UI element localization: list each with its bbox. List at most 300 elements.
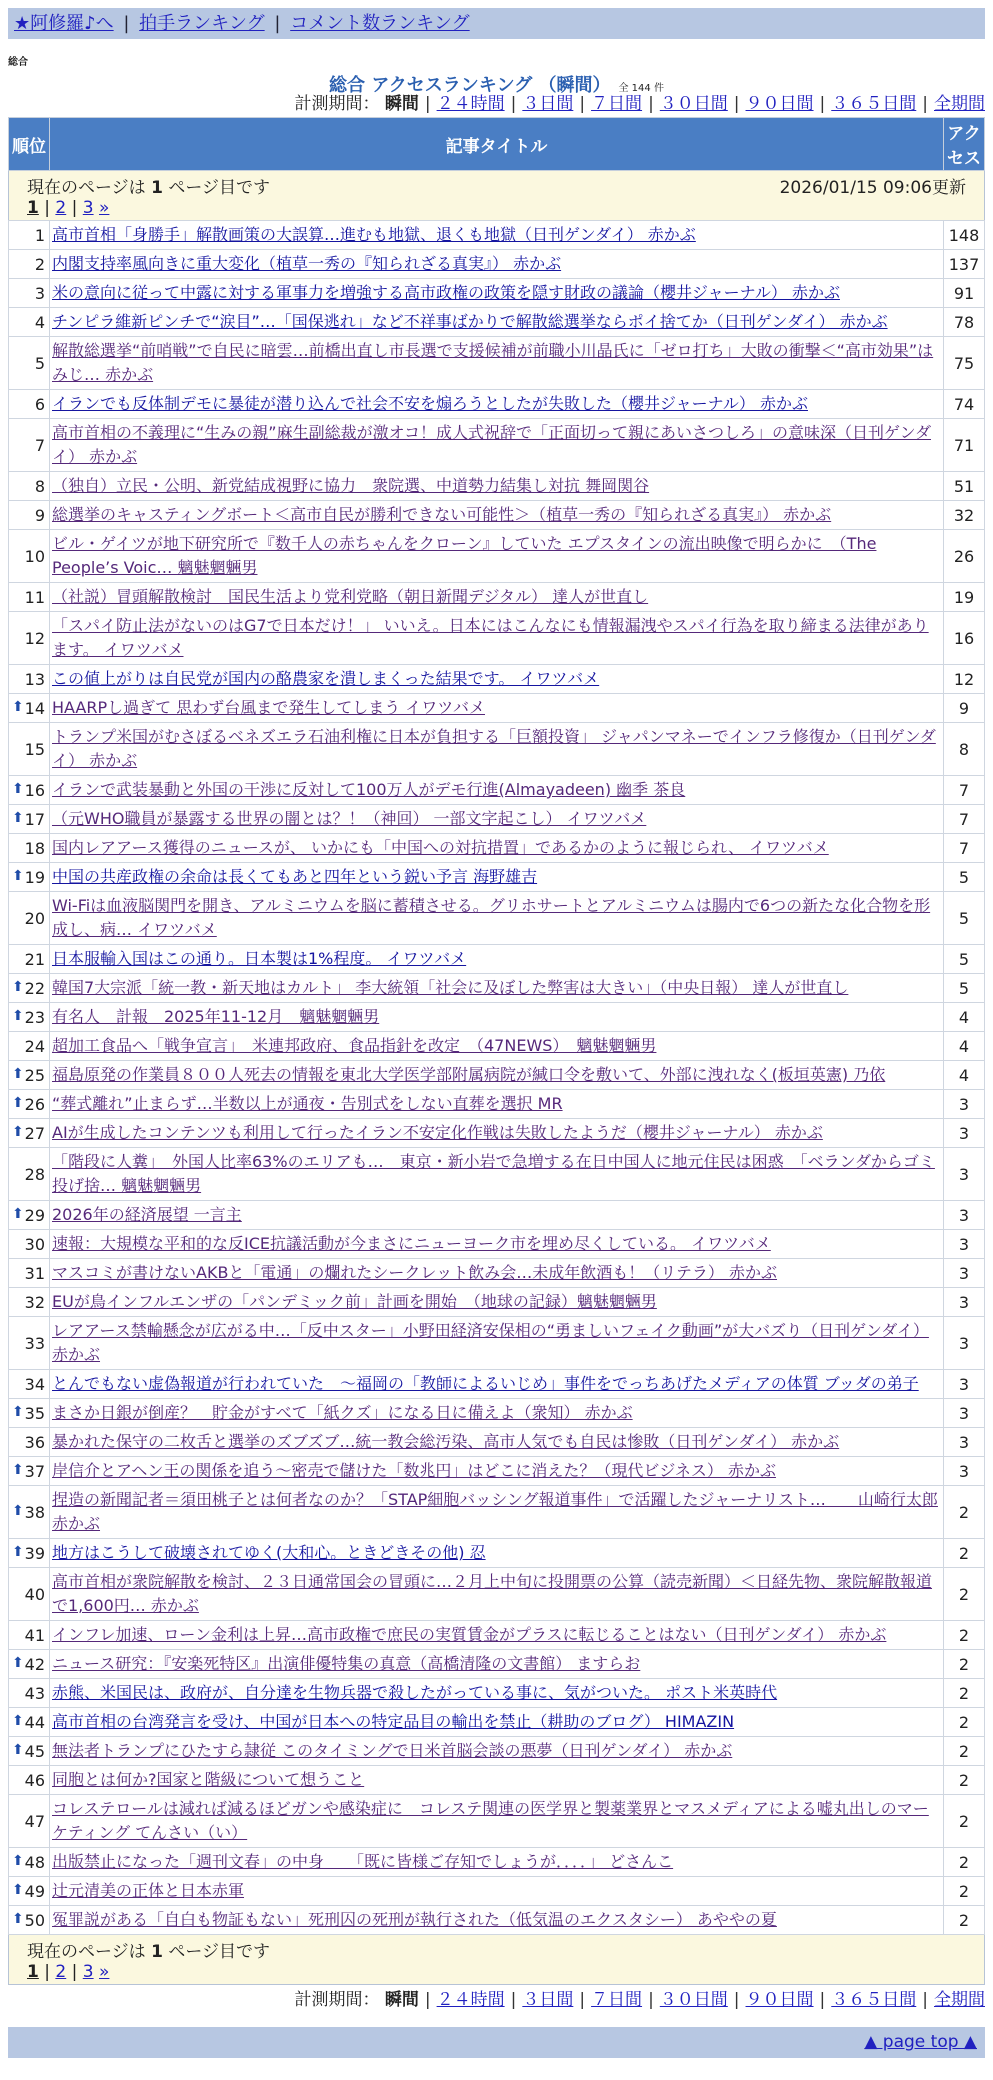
- rank-number: 30: [24, 1234, 45, 1254]
- article-link[interactable]: 「スパイ防止法がないのはG7で日本だけ！」 いいえ。日本にはこんなにも情報漏洩やスパイ行為を取り締まる法律があります。 イワツバメ: [52, 616, 929, 659]
- access-count: 4: [944, 1032, 985, 1061]
- article-link[interactable]: 国内レアアース獲得のニュースが、 いかにも「中国への対抗措置」であるかのように報じられ、 イワツバメ: [52, 838, 829, 857]
- next-page-link[interactable]: »: [99, 1962, 110, 1982]
- title-cell: [50, 472, 944, 501]
- title-cell: [50, 1399, 944, 1428]
- rank-cell: [9, 1708, 50, 1737]
- title-cell: [50, 1708, 944, 1737]
- rank-up-icon: ⬆: [12, 1654, 24, 1671]
- article-link[interactable]: 総選挙のキャスティングボート＜高市自民が勝利できない可能性＞（植草一秀の『知られざる真実』） 赤かぶ: [52, 505, 832, 524]
- table-row: [9, 834, 985, 863]
- rank-up-icon: ⬆: [12, 1881, 24, 1898]
- rank-cell: [9, 1148, 50, 1201]
- rank-number: 16: [24, 780, 45, 800]
- ranking-title: 総合 アクセスランキング （瞬間）: [329, 75, 611, 96]
- table-row: [9, 612, 985, 665]
- rank-number: 32: [24, 1292, 45, 1312]
- title-cell: [50, 1650, 944, 1679]
- rank-cell: [9, 530, 50, 583]
- article-link[interactable]: 高市首相「身勝手」解散画策の大誤算…進むも地獄、退くも地獄（日刊ゲンダイ） 赤かぶ: [52, 225, 696, 244]
- title-cell: [50, 308, 944, 337]
- rank-number: 42: [24, 1654, 45, 1674]
- rank-number: 29: [24, 1205, 45, 1225]
- title-cell: [50, 1737, 944, 1766]
- title-cell: [50, 1621, 944, 1650]
- table-row: [9, 1486, 985, 1539]
- total-count: 全 144 件: [618, 83, 664, 94]
- article-link[interactable]: マスコミが書けないAKBと「電通」の爛れたシークレット飲み会…未成年飲酒も！（リテラ） 赤かぶ: [52, 1263, 778, 1282]
- rank-number: 19: [24, 867, 45, 887]
- access-count: 78: [944, 308, 985, 337]
- article-link[interactable]: 高市首相の台湾発言を受け、中国が日本への特定品目の輸出を禁止（耕助のブログ） HIMAZIN: [52, 1712, 735, 1731]
- access-count: 3: [944, 1428, 985, 1457]
- rank-number: 14: [24, 698, 45, 718]
- pager-top: [9, 171, 985, 221]
- article-link[interactable]: とんでもない虚偽報道が行われていた ～福岡の「教師によるいじめ」事件をでっちあげたメディアの体質 ブッダの弟子: [52, 1374, 919, 1393]
- access-count: 148: [944, 221, 985, 250]
- table-row: [9, 1288, 985, 1317]
- period-selector-bottom: [8, 1989, 985, 2011]
- rank-cell: [9, 1539, 50, 1568]
- pager-bottom: [9, 1935, 985, 1985]
- article-link[interactable]: ニュース研究：『安楽死特区』出演俳優特集の真意（高橋清隆の文書館） ますらお: [52, 1654, 641, 1673]
- nav-separator: |: [123, 13, 130, 34]
- access-count: 2: [944, 1737, 985, 1766]
- rank-number: 49: [24, 1881, 45, 1901]
- table-row: [9, 419, 985, 472]
- table-row: [9, 1708, 985, 1737]
- title-cell: [50, 337, 944, 390]
- rank-number: 17: [24, 809, 45, 829]
- title-cell: [50, 1457, 944, 1486]
- title-cell: [50, 1201, 944, 1230]
- rank-number: 35: [24, 1403, 45, 1423]
- title-cell: [50, 1090, 944, 1119]
- article-link[interactable]: 無法者トランプにひたすら隷従 このタイミングで日米首脳会談の悪夢（日刊ゲンダイ） 赤かぶ: [52, 1741, 733, 1760]
- access-count: 12: [944, 665, 985, 694]
- rank-number: 23: [24, 1007, 45, 1027]
- article-link[interactable]: 有名人 計報 2025年11-12月 魑魅魍魎男: [52, 1007, 380, 1026]
- article-link[interactable]: トランプ米国がむさぼるベネズエラ石油利権に日本が負担する「巨額投資」 ジャパンマネーでインフラ修復か（日刊ゲンダイ） 赤かぶ: [52, 727, 936, 770]
- rank-cell: [9, 279, 50, 308]
- access-count: 7: [944, 776, 985, 805]
- table-row: [9, 1650, 985, 1679]
- current-page-number: 1: [27, 1962, 39, 1982]
- article-link[interactable]: 地方はこうして破壊されてゆく(大和心。ときどきその他) 忍: [52, 1543, 486, 1562]
- rank-cell: [9, 945, 50, 974]
- rank-up-icon: ⬆: [12, 1712, 24, 1729]
- rank-up-icon: ⬆: [12, 1461, 24, 1478]
- title-cell: [50, 805, 944, 834]
- access-count: 3: [944, 1370, 985, 1399]
- rank-number: 20: [24, 908, 45, 928]
- access-count: 9: [944, 694, 985, 723]
- table-row: [9, 1568, 985, 1621]
- table-row: [9, 1679, 985, 1708]
- period-link[interactable]: ９０日間: [745, 1990, 814, 2010]
- access-count: 2: [944, 1621, 985, 1650]
- article-link[interactable]: レアアース禁輸懸念が広がる中…「反中スター」小野田経済安保相の“勇ましいフェイク動画”が大バズり（日刊ゲンダイ） 赤かぶ: [52, 1321, 929, 1364]
- article-link[interactable]: HAARPし過ぎて 思わず台風まで発生してしまう イワツバメ: [52, 698, 485, 717]
- access-count: 3: [944, 1230, 985, 1259]
- rank-cell: [9, 1428, 50, 1457]
- rank-number: 1: [34, 225, 45, 245]
- rank-number: 10: [24, 546, 45, 566]
- title-cell: [50, 776, 944, 805]
- rank-cell: [9, 1003, 50, 1032]
- period-link[interactable]: ７日間: [591, 94, 643, 114]
- article-link[interactable]: 出版禁止になった「週刊文春」の中身 「既に皆様ご存知でしょうが．．．．」 どさんこ: [52, 1852, 674, 1871]
- article-link[interactable]: （社説）冒頭解散検討 国民生活より党利党略（朝日新聞デジタル） 達人が世直し: [52, 587, 649, 606]
- article-link[interactable]: 速報：大規模な平和的な反ICE抗議活動が今まさにニューヨーク市を埋め尽くしている。 イワツバメ: [52, 1234, 771, 1253]
- section-label: 総合: [8, 57, 28, 68]
- article-link[interactable]: 超加工食品へ「戦争宣言」 米連邦政府、食品指針を改定 （47NEWS） 魑魅魍魎男: [52, 1036, 657, 1055]
- nav-separator: |: [274, 13, 281, 34]
- title-cell: [50, 1486, 944, 1539]
- rank-cell: [9, 1061, 50, 1090]
- period-current: 瞬間: [384, 1990, 419, 2010]
- access-count: 8: [944, 723, 985, 776]
- article-link[interactable]: AIが生成したコンテンツも利用して行ったイラン不安定化作戦は失敗したようだ（櫻井ジャーナル） 赤かぶ: [52, 1123, 823, 1142]
- rank-up-icon: ⬆: [12, 1007, 24, 1024]
- page-link[interactable]: 3: [82, 198, 94, 218]
- article-link[interactable]: 高市首相が衆院解散を検討、２３日通常国会の冒頭に…２月上中旬に投開票の公算（読売新聞）＜日経先物、衆院解散報道で1,600円… 赤かぶ: [52, 1572, 933, 1615]
- rank-cell: [9, 612, 50, 665]
- period-separator: |: [733, 94, 740, 114]
- period-separator: |: [648, 94, 654, 114]
- page-link[interactable]: 2: [55, 1962, 67, 1982]
- ranking-table: [8, 117, 985, 1985]
- table-row: [9, 1148, 985, 1201]
- access-count: 91: [944, 279, 985, 308]
- rank-number: 21: [24, 949, 45, 969]
- rank-cell: [9, 1877, 50, 1906]
- title-cell: [50, 419, 944, 472]
- rank-cell: [9, 250, 50, 279]
- rank-up-icon: ⬆: [12, 978, 24, 995]
- article-link[interactable]: （独自）立民・公明、新党結成視野に協力 衆院選、中道勢力結集し対抗 舞岡関谷: [52, 476, 650, 495]
- rank-up-icon: ⬆: [12, 1403, 24, 1420]
- rank-cell: [9, 1679, 50, 1708]
- rank-cell: [9, 501, 50, 530]
- period-link[interactable]: ２４時間: [436, 1990, 505, 2010]
- rank-cell: [9, 1119, 50, 1148]
- access-count: 2: [944, 1486, 985, 1539]
- period-link[interactable]: 全期間: [934, 1990, 985, 2010]
- rank-cell: [9, 1370, 50, 1399]
- rank-cell: [9, 1906, 50, 1935]
- rank-cell: [9, 1399, 50, 1428]
- period-label: 計測期間：: [294, 1990, 380, 2010]
- article-link[interactable]: まさか日銀が倒産？ 貯金がすべて「紙クズ」になる日に備えよ（衆知） 赤かぶ: [52, 1403, 633, 1422]
- rank-cell: [9, 419, 50, 472]
- access-count: 71: [944, 419, 985, 472]
- title-cell: [50, 583, 944, 612]
- period-separator: |: [579, 94, 586, 114]
- title-cell: [50, 250, 944, 279]
- period-link[interactable]: ７日間: [591, 1990, 643, 2010]
- title-cell: [50, 1003, 944, 1032]
- table-row: [9, 583, 985, 612]
- title-cell: [50, 694, 944, 723]
- rank-number: 12: [24, 628, 45, 648]
- access-count: 51: [944, 472, 985, 501]
- rank-cell: [9, 1737, 50, 1766]
- title-cell: [50, 390, 944, 419]
- article-link[interactable]: 同胞とは何か?国家と階級について想うこと: [52, 1770, 365, 1789]
- table-row: [9, 1877, 985, 1906]
- period-link[interactable]: ３日間: [522, 1990, 574, 2010]
- access-count: 2: [944, 1795, 985, 1848]
- access-count: 5: [944, 892, 985, 945]
- rank-up-icon: ⬆: [12, 809, 24, 826]
- rank-number: 36: [24, 1432, 45, 1452]
- rank-number: 15: [24, 739, 45, 759]
- rank-cell: [9, 863, 50, 892]
- article-link[interactable]: 赤熊、米国民は、政府が、自分達を生物兵器で殺したがっている事に、気がついた。 ポスト米英時代: [52, 1683, 778, 1702]
- access-count: 2: [944, 1906, 985, 1935]
- title-cell: [50, 665, 944, 694]
- page-separator: |: [66, 198, 83, 218]
- title-cell: [50, 1148, 944, 1201]
- title-cell: [50, 1906, 944, 1935]
- table-row: [9, 776, 985, 805]
- article-link[interactable]: イランで武装暴動と外国の干渉に反対して100万人がデモ行進(Almayadeen) 幽季 茶良: [52, 780, 686, 799]
- article-link[interactable]: 米の意向に従って中露に対する軍事力を増強する高市政権の政策を隠す財政の議論（櫻井ジャーナル） 赤かぶ: [52, 283, 840, 302]
- rank-number: 28: [24, 1164, 45, 1184]
- rank-up-icon: ⬆: [12, 1852, 24, 1869]
- period-separator: |: [424, 94, 431, 114]
- access-count: 5: [944, 945, 985, 974]
- title-cell: [50, 1848, 944, 1877]
- rank-number: 50: [24, 1910, 45, 1930]
- period-link[interactable]: 全期間: [934, 94, 985, 114]
- period-selector-top: [8, 93, 985, 115]
- rank-number: 11: [24, 587, 45, 607]
- article-link[interactable]: 日本服輸入国はこの通り。日本製は1%程度。 イワツバメ: [52, 949, 467, 968]
- rank-number: 45: [24, 1741, 45, 1761]
- rank-number: 7: [34, 435, 45, 455]
- period-link[interactable]: ３０日間: [659, 1990, 728, 2010]
- article-link[interactable]: 韓国7大宗派「統一教・新天地はカルト」 李大統領「社会に及ぼした弊害は大きい」（中央日報） 達人が世直し: [52, 978, 849, 997]
- rank-number: 8: [34, 476, 45, 496]
- page-link[interactable]: 2: [55, 198, 67, 218]
- rank-cell: [9, 390, 50, 419]
- title-cell: [50, 1877, 944, 1906]
- rank-number: 47: [24, 1811, 45, 1831]
- table-row: [9, 1795, 985, 1848]
- rank-up-icon: ⬆: [12, 1205, 24, 1222]
- table-row: [9, 279, 985, 308]
- table-row: [9, 1906, 985, 1935]
- table-row: [9, 1317, 985, 1370]
- rank-number: 18: [24, 838, 45, 858]
- period-link[interactable]: ９０日間: [745, 94, 814, 114]
- title-cell: [50, 1370, 944, 1399]
- page-top-link[interactable]: ▲ page top ▲: [864, 2032, 977, 2052]
- article-link[interactable]: 岸信介とアヘン王の関係を追う〜密売で儲けた「数兆円」はどこに消えた？（現代ビジネス） 赤かぶ: [52, 1461, 776, 1480]
- page-separator: |: [38, 1962, 56, 1982]
- current-page-number: 1: [27, 198, 39, 218]
- page-links: [27, 198, 966, 218]
- rank-cell: [9, 892, 50, 945]
- title-cell: [50, 279, 944, 308]
- table-row: [9, 892, 985, 945]
- table-row: [9, 1457, 985, 1486]
- article-link[interactable]: イランでも反体制デモに暴徒が潜り込んで社会不安を煽ろうとしたが失敗した（櫻井ジャーナル） 赤かぶ: [52, 394, 808, 413]
- access-count: 7: [944, 834, 985, 863]
- next-page-link[interactable]: »: [99, 198, 110, 218]
- article-link[interactable]: 福島原発の作業員８００人死去の情報を東北大学医学部附属病院が緘口令を敷いて、外部に洩れなく(板垣英憲) 乃依: [52, 1065, 886, 1084]
- title-cell: [50, 612, 944, 665]
- access-count: 32: [944, 501, 985, 530]
- rank-number: 13: [24, 669, 45, 689]
- title-cell: [50, 1766, 944, 1795]
- rank-cell: [9, 1650, 50, 1679]
- rank-cell: [9, 1766, 50, 1795]
- page-title: [8, 71, 985, 96]
- article-link[interactable]: 暴かれた保守の二枚舌と選挙のズブズブ…統一教会総汚染、高市人気でも自民は惨敗（日刊ゲンダイ） 赤かぶ: [52, 1432, 840, 1451]
- article-link[interactable]: 捏造の新聞記者＝須田桃子とは何者なのか？「STAP細胞バッシング報道事件」で活躍したジャーナリスト… 山崎行太郎 赤かぶ: [52, 1490, 938, 1533]
- access-count: 4: [944, 1003, 985, 1032]
- period-separator: |: [922, 94, 928, 114]
- table-row: [9, 974, 985, 1003]
- table-row: [9, 250, 985, 279]
- period-separator: |: [510, 1990, 517, 2010]
- table-row: [9, 1061, 985, 1090]
- table-row: [9, 805, 985, 834]
- period-link[interactable]: ３６５日間: [831, 1990, 917, 2010]
- title-cell: [50, 834, 944, 863]
- article-link[interactable]: “葬式離れ”止まらず…半数以上が通夜・告別式をしない直葬を選択 MR: [52, 1094, 563, 1113]
- rank-number: 44: [24, 1712, 45, 1732]
- title-cell: [50, 1679, 944, 1708]
- table-row: [9, 1399, 985, 1428]
- home-link[interactable]: ★阿修羅♪へ: [14, 13, 114, 34]
- article-link[interactable]: 辻元清美の正体と日本赤軍: [52, 1881, 245, 1900]
- updated-time: 2026/01/15 09:06更新: [779, 178, 966, 198]
- rank-cell: [9, 834, 50, 863]
- access-count: 3: [944, 1399, 985, 1428]
- period-link[interactable]: ２４時間: [436, 94, 505, 114]
- title-cell: [50, 501, 944, 530]
- title-cell: [50, 1259, 944, 1288]
- period-separator: |: [579, 1990, 586, 2010]
- access-count: 4: [944, 1061, 985, 1090]
- rank-number: 27: [24, 1123, 45, 1143]
- access-count: 75: [944, 337, 985, 390]
- period-separator: |: [819, 94, 826, 114]
- article-link[interactable]: 内閣支持率風向きに重大変化（植草一秀の『知られざる真実』） 赤かぶ: [52, 254, 562, 273]
- rank-number: 31: [24, 1263, 45, 1283]
- period-separator: |: [510, 94, 517, 114]
- article-link[interactable]: この値上がりは自民党が国内の酪農家を潰しまくった結果です。 イワツバメ: [52, 669, 600, 688]
- access-count: 16: [944, 612, 985, 665]
- table-row: [9, 665, 985, 694]
- article-link[interactable]: 中国の共産政権の余命は長くてもあと四年という鋭い予言 海野雄吉: [52, 867, 538, 886]
- rank-cell: [9, 1259, 50, 1288]
- rank-number: 25: [24, 1065, 45, 1085]
- period-link[interactable]: ３６５日間: [831, 94, 917, 114]
- page-link[interactable]: 3: [82, 1962, 94, 1982]
- rank-number: 39: [24, 1543, 45, 1563]
- period-link[interactable]: ３０日間: [659, 94, 728, 114]
- article-link[interactable]: インフレ加速、ローン金利は上昇…高市政権で庶民の実質賃金がプラスに転じることはない（日刊ゲンダイ） 赤かぶ: [52, 1625, 887, 1644]
- access-count: 2: [944, 1539, 985, 1568]
- article-link[interactable]: Wi-Fiは血液脳関門を開き、アルミニウムを脳に蓄積させる。グリホサートとアルミニウムは腸内で6つの新たな化合物を形成し、病… イワツバメ: [52, 896, 931, 939]
- access-count: 74: [944, 390, 985, 419]
- rank-cell: [9, 472, 50, 501]
- access-count: 19: [944, 583, 985, 612]
- rank-up-icon: ⬆: [12, 1094, 24, 1111]
- access-count: 2: [944, 1568, 985, 1621]
- article-link[interactable]: チンピラ維新ピンチで“涙目”…「国保逃れ」など不祥事ばかりで解散総選挙ならポイ捨てか（日刊ゲンダイ） 赤かぶ: [52, 312, 888, 331]
- table-row: [9, 390, 985, 419]
- article-link[interactable]: 解散総選挙“前哨戦”で自民に暗雲…前橋出直し市長選で支援候補が前職小川晶氏に「ゼロ打ち」大敗の衝撃＜“高市効果”はみじ… 赤かぶ: [52, 341, 934, 384]
- comment-ranking-link[interactable]: コメント数ランキング: [290, 13, 470, 34]
- period-separator: |: [733, 1990, 740, 2010]
- current-page-text: 現在のページは 1 ページ目です: [27, 1942, 270, 1962]
- article-link[interactable]: 高市首相の不義理に“生みの親”麻生副総裁が激オコ！成人式祝辞で「正面切って親にあいさつしろ」の意味深（日刊ゲンダイ） 赤かぶ: [52, 423, 931, 466]
- rank-cell: [9, 1288, 50, 1317]
- rank-cell: [9, 1317, 50, 1370]
- article-link[interactable]: 冤罪説がある「自白も物証もない」死刑囚の死刑が執行された（低気温のエクスタシー） あややの夏: [52, 1910, 777, 1929]
- rank-up-icon: ⬆: [12, 1123, 24, 1140]
- article-link[interactable]: （元WHO職員が暴露する世界の闇とは？！（神回） 一部文字起こし） イワツバメ: [52, 809, 647, 828]
- rank-up-icon: ⬆: [12, 1065, 24, 1082]
- table-row: [9, 1119, 985, 1148]
- table-row: [9, 1090, 985, 1119]
- rank-up-icon: ⬆: [12, 780, 24, 797]
- access-count: 137: [944, 250, 985, 279]
- article-link[interactable]: 「階段に人糞」 外国人比率63%のエリアも… 東京・新小岩で急増する在日中国人に地元住民は困惑 「ベランダからゴミ投げ捨… 魑魅魍魎男: [52, 1152, 935, 1195]
- article-link[interactable]: 2026年の経済展望 一言主: [52, 1205, 242, 1224]
- rank-number: 4: [34, 312, 45, 332]
- rank-number: 37: [24, 1461, 45, 1481]
- rank-cell: [9, 1795, 50, 1848]
- rank-cell: [9, 776, 50, 805]
- access-count: 2: [944, 1708, 985, 1737]
- table-row: [9, 308, 985, 337]
- rank-number: 22: [24, 978, 45, 998]
- article-link[interactable]: ビル・ゲイツが地下研究所で『数千人の赤ちゃんをクローン』していた エプスタインの流出映像で明らかに （The People’s Voic… 魑魅魍魎男: [52, 534, 877, 577]
- article-link[interactable]: EUが鳥インフルエンザの「パンデミック前」計画を開始 （地球の記録）魑魅魍魎男: [52, 1292, 657, 1311]
- title-cell: [50, 221, 944, 250]
- page-separator: |: [38, 198, 56, 218]
- access-count: 5: [944, 863, 985, 892]
- rank-number: 9: [34, 505, 45, 525]
- rank-up-icon: ⬆: [12, 1502, 24, 1519]
- clap-ranking-link[interactable]: 拍手ランキング: [139, 13, 265, 34]
- period-link[interactable]: ３日間: [522, 94, 574, 114]
- rank-number: 33: [24, 1333, 45, 1353]
- table-row: [9, 221, 985, 250]
- period-separator: |: [819, 1990, 826, 2010]
- table-row: [9, 1032, 985, 1061]
- rank-up-icon: ⬆: [12, 1741, 24, 1758]
- access-count: 2: [944, 1766, 985, 1795]
- title-cell: [50, 1288, 944, 1317]
- rank-up-icon: ⬆: [12, 1543, 24, 1560]
- article-link[interactable]: コレステロールは減れば減るほどガンや感染症に コレステ関連の医学界と製薬業界とマスメディアによる嘘丸出しのマーケティング てんさい（い）: [52, 1799, 929, 1842]
- rank-cell: [9, 1032, 50, 1061]
- table-row: [9, 1370, 985, 1399]
- title-cell: [50, 1061, 944, 1090]
- rank-cell: [9, 1457, 50, 1486]
- access-count: 3: [944, 1201, 985, 1230]
- table-row: [9, 694, 985, 723]
- access-count: 2: [944, 1877, 985, 1906]
